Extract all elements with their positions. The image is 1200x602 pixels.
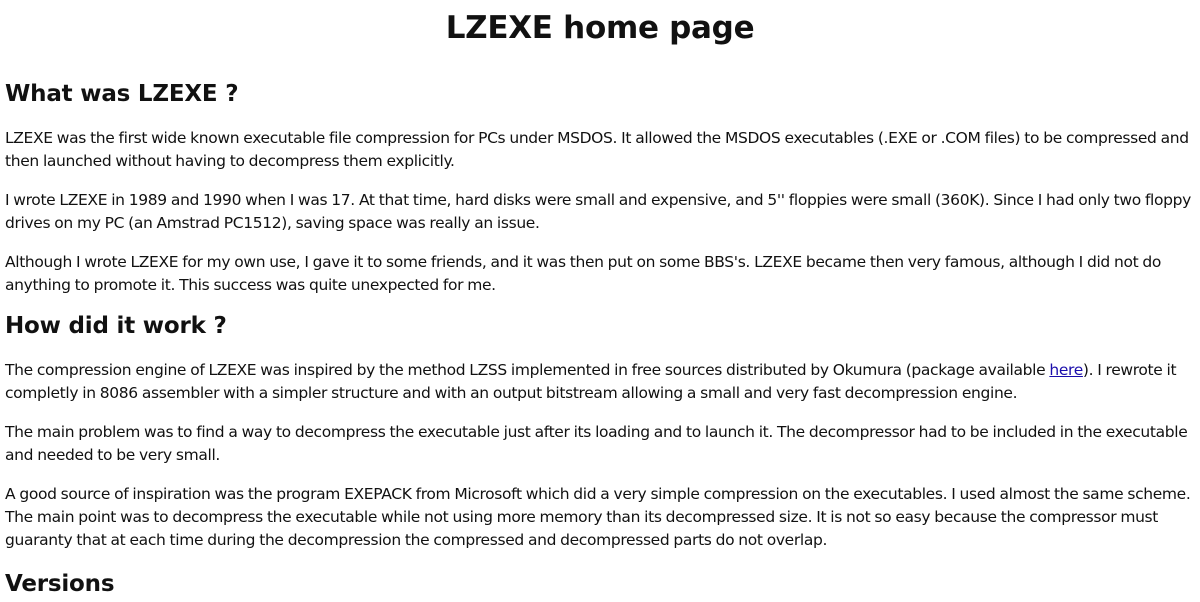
paragraph-text-before-link: The compression engine of LZEXE was inspired by the method LZSS implemented in free sources distributed by Okumura (package available [5, 361, 1050, 379]
paragraph-compression-engine [5, 359, 1195, 405]
paragraph-text-after-link: ). I rewrote it completly in 8086 assembler with a simpler structure and with an output bitstream allowing a small and very fast decompression engine. [5, 361, 1177, 402]
section-heading-how-did-it-work: How did it work ? [5, 313, 227, 339]
paragraph-lzexe-success: Although I wrote LZEXE for my own use, I gave it to some friends, and it was then put on some BBS's. LZEXE became then very famous, although I did not do anything to promote it. This success was quite unexpected for me. [5, 253, 1162, 294]
page-content [5, 0, 1195, 599]
section-heading-versions: Versions [5, 571, 115, 597]
paragraph-decompression-problem: The main problem was to find a way to decompress the executable just after its loading and to launch it. The decompressor had to be included in the executable and needed to be very small. [5, 423, 1188, 464]
paragraph-lzexe-history: I wrote LZEXE in 1989 and 1990 when I was 17. At that time, hard disks were small and expensive, and 5'' floppies were small (360K). Since I had only two floppy drives on my PC (an Amstrad PC1512), saving space was really an issue. [5, 191, 1191, 232]
paragraph-lzexe-intro: LZEXE was the first wide known executable file compression for PCs under MSDOS. It allowed the MSDOS executables (.EXE or .COM files) to be compressed and then launched without having to decompress them explicitly. [5, 129, 1189, 170]
paragraph-exepack-inspiration: A good source of inspiration was the program EXEPACK from Microsoft which did a very simple compression on the executables. I used almost the same scheme. The main point was to decompress the executable while not using more memory than its decompressed size. It is not so easy because the compressor must guaranty that at each time during the decompression the compressed and decompressed parts do not overlap. [5, 485, 1191, 549]
page-title: LZEXE home page [445, 10, 755, 46]
section-heading-what-was-lzexe: What was LZEXE ? [5, 81, 239, 107]
okumura-package-link[interactable]: here [1049, 361, 1083, 379]
